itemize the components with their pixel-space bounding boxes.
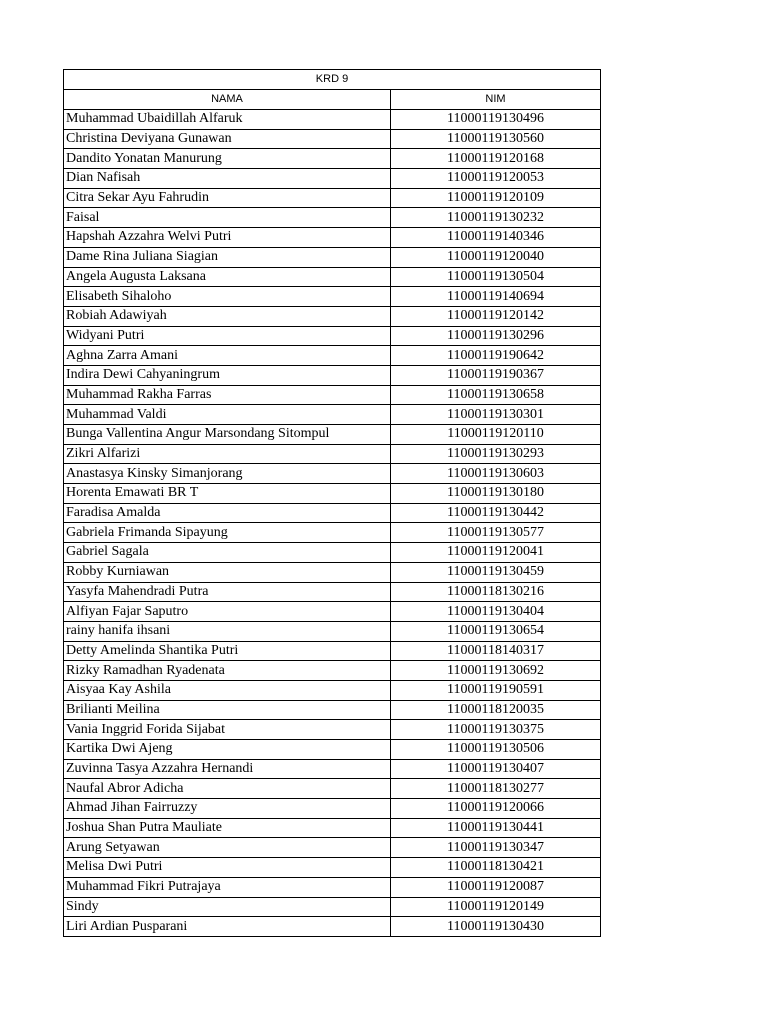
student-nim-cell: 11000119120066 [391,799,601,819]
header-nama: NAMA [64,90,391,110]
header-nim: NIM [391,90,601,110]
student-name-cell: Naufal Abror Adicha [64,779,391,799]
table-title: KRD 9 [64,70,601,90]
table-row [64,149,601,169]
student-nim-cell: 11000119120041 [391,543,601,563]
table-row [64,405,601,425]
table-row [64,346,601,366]
table-row [64,365,601,385]
student-name-cell: Muhammad Fikri Putrajaya [64,877,391,897]
student-name-cell: Dian Nafisah [64,169,391,189]
table-row [64,720,601,740]
table-row [64,306,601,326]
student-name-cell: Hapshah Azzahra Welvi Putri [64,228,391,248]
table-row [64,582,601,602]
student-name-cell: Detty Amelinda Shantika Putri [64,641,391,661]
table-row [64,562,601,582]
student-name-cell: Melisa Dwi Putri [64,858,391,878]
title-row [64,70,601,90]
student-nim-cell: 11000119130577 [391,523,601,543]
table-row [64,129,601,149]
student-name-cell: Faradisa Amalda [64,503,391,523]
student-nim-cell: 11000119130404 [391,602,601,622]
student-nim-cell: 11000119140346 [391,228,601,248]
student-nim-cell: 11000118120035 [391,700,601,720]
table-row [64,818,601,838]
table-row [64,700,601,720]
student-name-cell: Dame Rina Juliana Siagian [64,247,391,267]
student-name-cell: Widyani Putri [64,326,391,346]
table-body [64,110,601,937]
student-name-cell: Vania Inggrid Forida Sijabat [64,720,391,740]
table-row [64,425,601,445]
header-row [64,90,601,110]
student-name-cell: Joshua Shan Putra Mauliate [64,818,391,838]
student-nim-cell: 11000119120168 [391,149,601,169]
table-row [64,110,601,130]
table-row [64,287,601,307]
student-nim-cell: 11000119120110 [391,425,601,445]
student-name-cell: Robiah Adawiyah [64,306,391,326]
table-row [64,641,601,661]
student-name-cell: Kartika Dwi Ajeng [64,740,391,760]
student-nim-cell: 11000119130442 [391,503,601,523]
table-row [64,602,601,622]
student-name-cell: Rizky Ramadhan Ryadenata [64,661,391,681]
student-name-cell: Robby Kurniawan [64,562,391,582]
student-name-cell: Muhammad Rakha Farras [64,385,391,405]
student-nim-cell: 11000119130407 [391,759,601,779]
table-row [64,444,601,464]
student-table [63,69,601,937]
table-row [64,464,601,484]
table-row [64,208,601,228]
table-row [64,503,601,523]
student-nim-cell: 11000119120040 [391,247,601,267]
student-name-cell: Sindy [64,897,391,917]
student-nim-cell: 11000119130459 [391,562,601,582]
table-row [64,897,601,917]
student-name-cell: rainy hanifa ihsani [64,621,391,641]
student-nim-cell: 11000118140317 [391,641,601,661]
student-nim-cell: 11000119130180 [391,484,601,504]
student-nim-cell: 11000119190367 [391,365,601,385]
table-row [64,661,601,681]
student-name-cell: Dandito Yonatan Manurung [64,149,391,169]
table-row [64,543,601,563]
student-nim-cell: 11000119130232 [391,208,601,228]
table-row [64,917,601,937]
table-row [64,385,601,405]
table-row [64,877,601,897]
student-nim-cell: 11000119130430 [391,917,601,937]
table-row [64,621,601,641]
student-nim-cell: 11000119130603 [391,464,601,484]
student-name-cell: Aisyaa Kay Ashila [64,680,391,700]
student-nim-cell: 11000119130296 [391,326,601,346]
student-nim-cell: 11000119130504 [391,267,601,287]
student-nim-cell: 11000119120149 [391,897,601,917]
student-nim-cell: 11000119130658 [391,385,601,405]
student-nim-cell: 11000119120087 [391,877,601,897]
student-nim-cell: 11000119130293 [391,444,601,464]
student-name-cell: Aghna Zarra Amani [64,346,391,366]
student-name-cell: Anastasya Kinsky Simanjorang [64,464,391,484]
student-name-cell: Christina Deviyana Gunawan [64,129,391,149]
student-nim-cell: 11000119190642 [391,346,601,366]
table-row [64,680,601,700]
student-nim-cell: 11000119130301 [391,405,601,425]
student-name-cell: Alfiyan Fajar Saputro [64,602,391,622]
student-name-cell: Gabriela Frimanda Sipayung [64,523,391,543]
student-nim-cell: 11000119120109 [391,188,601,208]
student-name-cell: Yasyfa Mahendradi Putra [64,582,391,602]
student-name-cell: Elisabeth Sihaloho [64,287,391,307]
student-name-cell: Faisal [64,208,391,228]
student-name-cell: Citra Sekar Ayu Fahrudin [64,188,391,208]
student-name-cell: Muhammad Valdi [64,405,391,425]
student-nim-cell: 11000118130216 [391,582,601,602]
student-nim-cell: 11000119190591 [391,680,601,700]
table-row [64,326,601,346]
student-nim-cell: 11000119130375 [391,720,601,740]
student-name-cell: Zuvinna Tasya Azzahra Hernandi [64,759,391,779]
table-row [64,188,601,208]
table-row [64,228,601,248]
student-name-cell: Gabriel Sagala [64,543,391,563]
student-name-cell: Liri Ardian Pusparani [64,917,391,937]
student-name-cell: Bunga Vallentina Angur Marsondang Sitompul [64,425,391,445]
student-nim-cell: 11000119130347 [391,838,601,858]
table-row [64,759,601,779]
student-nim-cell: 11000119130560 [391,129,601,149]
table-row [64,523,601,543]
student-nim-cell: 11000118130277 [391,779,601,799]
student-name-cell: Ahmad Jihan Fairruzzy [64,799,391,819]
table-row [64,779,601,799]
student-name-cell: Muhammad Ubaidillah Alfaruk [64,110,391,130]
student-name-cell: Horenta Emawati BR T [64,484,391,504]
student-name-cell: Zikri Alfarizi [64,444,391,464]
student-nim-cell: 11000118130421 [391,858,601,878]
student-nim-cell: 11000119120053 [391,169,601,189]
table-row [64,838,601,858]
student-nim-cell: 11000119120142 [391,306,601,326]
table-row [64,169,601,189]
student-nim-cell: 11000119130692 [391,661,601,681]
table-row [64,740,601,760]
student-nim-cell: 11000119130654 [391,621,601,641]
student-nim-cell: 11000119130496 [391,110,601,130]
table-row [64,484,601,504]
student-nim-cell: 11000119130441 [391,818,601,838]
table-row [64,799,601,819]
student-name-cell: Angela Augusta Laksana [64,267,391,287]
student-nim-cell: 11000119140694 [391,287,601,307]
student-nim-cell: 11000119130506 [391,740,601,760]
table-row [64,858,601,878]
student-name-cell: Arung Setyawan [64,838,391,858]
student-name-cell: Brilianti Meilina [64,700,391,720]
table-row [64,267,601,287]
student-name-cell: Indira Dewi Cahyaningrum [64,365,391,385]
table-row [64,247,601,267]
